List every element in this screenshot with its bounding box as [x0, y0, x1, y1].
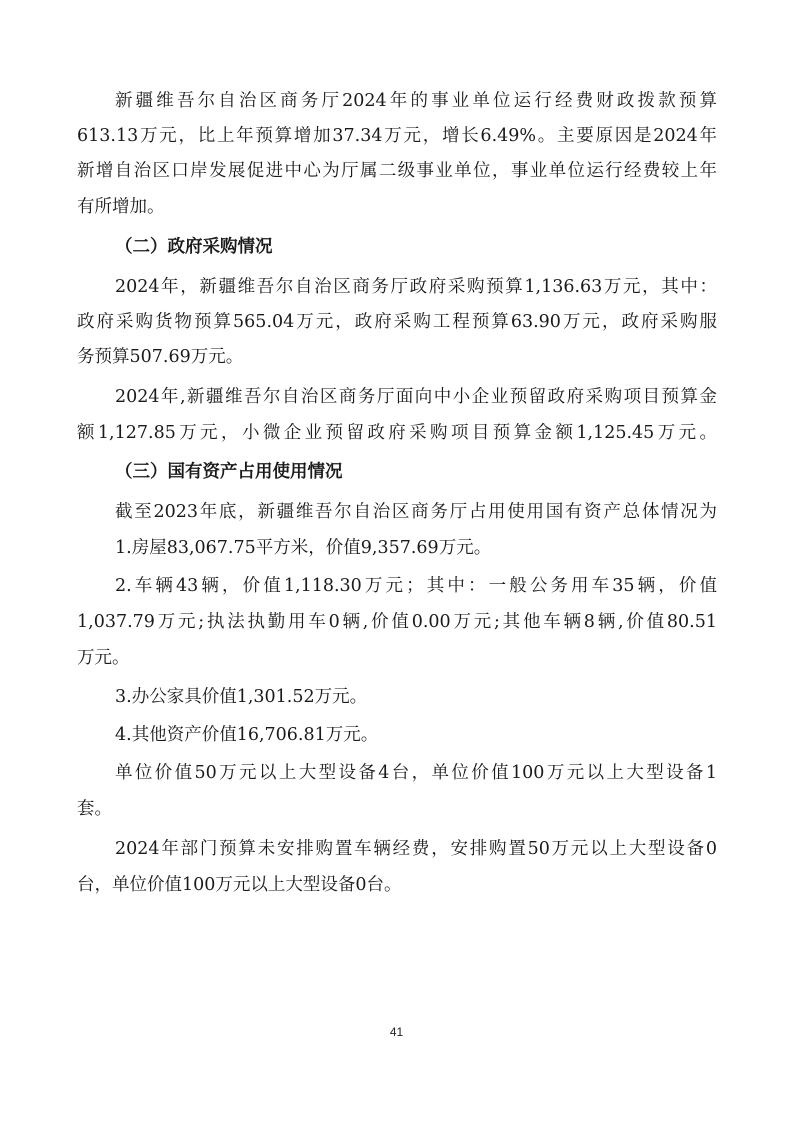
paragraph-assets-intro: 截至2023年底，新疆维吾尔自治区商务厅占用使用国有资产总体情况为	[115, 502, 717, 522]
page-number: 41	[389, 1025, 404, 1039]
paragraph-furniture: 3.办公家具价值1,301.52万元。	[115, 687, 368, 707]
paragraph-other-assets: 4.其他资产价值16,706.81万元。	[115, 725, 379, 745]
text-line: 613.13万元，比上年预算增加37.34万元，增长6.49%。主要原因是2024年	[77, 126, 717, 146]
section-heading-state-assets: （三）国有资产占用使用情况	[115, 462, 343, 482]
text-line: 套。	[77, 799, 112, 819]
text-line: 单位价值50万元以上大型设备4台，单位价值100万元以上大型设备1	[115, 763, 717, 783]
text-line: 新增自治区口岸发展促进中心为厅属二级事业单位，事业单位运行经费较上年	[77, 161, 717, 181]
text-line: 2024年,新疆维吾尔自治区商务厅面向中小企业预留政府采购项目预算金	[115, 387, 717, 407]
text-line: 务预算507.69万元。	[77, 347, 244, 367]
text-line: 政府采购货物预算565.04万元，政府采购工程预算63.90万元，政府采购服	[77, 312, 717, 332]
text-line: 额1,127.85万元，小微企业预留政府采购项目预算金额1,125.45万元。	[77, 423, 717, 443]
text-line: 2.车辆43辆，价值1,118.30万元；其中：一般公务用车35辆，价值	[115, 576, 717, 596]
paragraph-housing: 1.房屋83,067.75平方米，价值9,357.69万元。	[115, 538, 492, 558]
text-line: 2024年部门预算未安排购置车辆经费，安排购置50万元以上大型设备0	[115, 839, 717, 859]
text-line: 台，单位价值100万元以上大型设备0台。	[77, 875, 402, 895]
text-line: 万元。	[77, 648, 130, 668]
text-line: 1,037.79万元;执法执勤用车0辆,价值0.00万元;其他车辆8辆,价值80.51	[77, 612, 717, 632]
text-line: 新疆维吾尔自治区商务厅2024年的事业单位运行经费财政拨款预算	[115, 91, 717, 111]
section-heading-procurement: （二）政府采购情况	[115, 237, 273, 257]
text-line: 2024年，新疆维吾尔自治区商务厅政府采购预算1,136.63万元，其中：	[115, 277, 717, 297]
text-line: 有所增加。	[77, 197, 165, 217]
